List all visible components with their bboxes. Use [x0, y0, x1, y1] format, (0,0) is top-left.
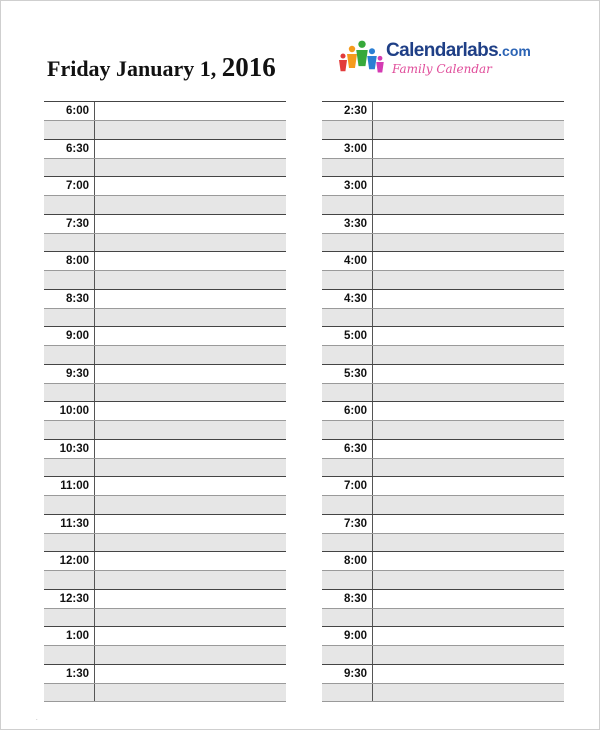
time-label-blank: [322, 609, 373, 627]
column-bottom-rule: [322, 701, 564, 702]
time-slot-subrow[interactable]: [44, 533, 286, 552]
time-slot-subrow[interactable]: [44, 645, 286, 664]
time-slot-row[interactable]: [322, 664, 564, 683]
person-head-shape: [349, 46, 355, 52]
time-slot-subrow[interactable]: [44, 345, 286, 364]
note-field[interactable]: [95, 627, 286, 645]
time-slot-row[interactable]: [44, 101, 286, 120]
time-label-blank: [44, 421, 95, 439]
time-label: 3:30: [322, 215, 373, 233]
time-slot-row[interactable]: [322, 176, 564, 195]
note-field[interactable]: [95, 290, 286, 308]
person-head-shape: [358, 41, 365, 48]
time-label: 8:30: [44, 290, 95, 308]
note-field[interactable]: [95, 196, 286, 214]
note-field[interactable]: [95, 571, 286, 589]
time-slot-subrow[interactable]: [44, 570, 286, 589]
note-field[interactable]: [373, 215, 564, 233]
note-field[interactable]: [373, 440, 564, 458]
note-field[interactable]: [373, 646, 564, 664]
time-slot-subrow[interactable]: [322, 345, 564, 364]
time-label-blank: [322, 196, 373, 214]
time-slot-row[interactable]: [322, 626, 564, 645]
time-slot-subrow[interactable]: [44, 420, 286, 439]
time-label: 11:00: [44, 477, 95, 495]
time-slot-subrow[interactable]: [322, 233, 564, 252]
time-slot-subrow[interactable]: [44, 120, 286, 139]
note-field[interactable]: [95, 515, 286, 533]
note-field[interactable]: [373, 327, 564, 345]
time-label-blank: [44, 534, 95, 552]
time-label: 4:30: [322, 290, 373, 308]
note-field[interactable]: [95, 102, 286, 120]
time-label-blank: [322, 384, 373, 402]
time-slot-row[interactable]: [322, 589, 564, 608]
time-slot-row[interactable]: [44, 476, 286, 495]
time-slot-row[interactable]: [322, 101, 564, 120]
time-label-blank: [44, 684, 95, 702]
time-label-blank: [44, 271, 95, 289]
note-field[interactable]: [373, 271, 564, 289]
time-slot-subrow[interactable]: [44, 308, 286, 327]
note-field[interactable]: [373, 177, 564, 195]
note-field[interactable]: [373, 159, 564, 177]
time-slot-subrow[interactable]: [322, 683, 564, 702]
time-label: 5:00: [322, 327, 373, 345]
note-field[interactable]: [373, 346, 564, 364]
logo-brand: [386, 41, 531, 60]
title-date: Friday January 1,: [47, 56, 222, 81]
note-field[interactable]: [95, 121, 286, 139]
note-field[interactable]: [95, 459, 286, 477]
note-field[interactable]: [373, 496, 564, 514]
time-label-blank: [322, 459, 373, 477]
note-field[interactable]: [373, 421, 564, 439]
note-field[interactable]: [373, 102, 564, 120]
time-label-blank: [44, 121, 95, 139]
note-field[interactable]: [373, 459, 564, 477]
footer-mark: .: [36, 716, 38, 722]
time-label: 7:30: [322, 515, 373, 533]
note-field[interactable]: [95, 646, 286, 664]
logo-tagline: Family Calendar: [392, 62, 492, 76]
time-label: 6:00: [322, 402, 373, 420]
time-slot-subrow[interactable]: [322, 270, 564, 289]
schedule-column-right: [322, 101, 564, 702]
time-slot-subrow[interactable]: [322, 420, 564, 439]
time-label-blank: [44, 159, 95, 177]
time-slot-subrow[interactable]: [44, 608, 286, 627]
title-year: 2016: [221, 52, 276, 82]
time-slot-subrow[interactable]: [44, 270, 286, 289]
time-slot-subrow[interactable]: [44, 383, 286, 402]
time-slot-row[interactable]: [44, 626, 286, 645]
time-slot-subrow[interactable]: [322, 308, 564, 327]
time-slot-row[interactable]: [322, 326, 564, 345]
family-people-icon: [338, 40, 384, 80]
time-label: 12:00: [44, 552, 95, 570]
column-bottom-rule: [44, 701, 286, 702]
time-label: 3:00: [322, 140, 373, 158]
time-label: 6:30: [322, 440, 373, 458]
time-slot-row[interactable]: [44, 401, 286, 420]
note-field[interactable]: [95, 252, 286, 270]
note-field[interactable]: [373, 121, 564, 139]
time-slot-row[interactable]: [44, 439, 286, 458]
time-label-blank: [322, 646, 373, 664]
time-slot-subrow[interactable]: [322, 495, 564, 514]
time-label: 3:00: [322, 177, 373, 195]
note-field[interactable]: [373, 477, 564, 495]
note-field[interactable]: [373, 590, 564, 608]
note-field[interactable]: [373, 384, 564, 402]
time-slot-subrow[interactable]: [322, 158, 564, 177]
time-label: 8:00: [44, 252, 95, 270]
time-slot-subrow[interactable]: [322, 533, 564, 552]
time-slot-row[interactable]: [322, 476, 564, 495]
person-body-shape: [376, 62, 384, 73]
note-field[interactable]: [95, 309, 286, 327]
note-field[interactable]: [95, 534, 286, 552]
time-slot-subrow[interactable]: [44, 458, 286, 477]
time-label: 7:00: [44, 177, 95, 195]
note-field[interactable]: [95, 477, 286, 495]
time-slot-row[interactable]: [322, 514, 564, 533]
time-label: 6:30: [44, 140, 95, 158]
time-label-blank: [44, 459, 95, 477]
note-field[interactable]: [373, 402, 564, 420]
note-field[interactable]: [373, 552, 564, 570]
note-field[interactable]: [95, 140, 286, 158]
note-field[interactable]: [95, 177, 286, 195]
time-slot-row[interactable]: [44, 514, 286, 533]
time-slot-subrow[interactable]: [322, 383, 564, 402]
time-label-blank: [322, 159, 373, 177]
time-label-blank: [44, 309, 95, 327]
time-slot-row[interactable]: [44, 251, 286, 270]
time-slot-subrow[interactable]: [44, 495, 286, 514]
time-slot-row[interactable]: [44, 176, 286, 195]
note-field[interactable]: [373, 196, 564, 214]
note-field[interactable]: [373, 665, 564, 683]
time-label-blank: [322, 271, 373, 289]
time-label-blank: [322, 346, 373, 364]
time-slot-row[interactable]: [44, 551, 286, 570]
time-slot-row[interactable]: [44, 326, 286, 345]
note-field[interactable]: [95, 215, 286, 233]
time-label-blank: [44, 496, 95, 514]
time-label: 10:30: [44, 440, 95, 458]
time-label: 7:00: [322, 477, 373, 495]
person-head-shape: [369, 48, 375, 54]
note-field[interactable]: [95, 327, 286, 345]
time-slot-row[interactable]: [44, 664, 286, 683]
time-slot-subrow[interactable]: [322, 195, 564, 214]
time-label: 5:30: [322, 365, 373, 383]
note-field[interactable]: [373, 140, 564, 158]
note-field[interactable]: [95, 234, 286, 252]
time-slot-row[interactable]: [322, 364, 564, 383]
note-field[interactable]: [373, 627, 564, 645]
person-body-shape: [356, 50, 368, 66]
time-slot-row[interactable]: [44, 289, 286, 308]
time-label: 6:00: [44, 102, 95, 120]
time-label-blank: [44, 609, 95, 627]
note-field[interactable]: [373, 290, 564, 308]
time-slot-row[interactable]: [322, 139, 564, 158]
person-body-shape: [367, 56, 377, 69]
time-slot-row[interactable]: [44, 589, 286, 608]
time-label: 2:30: [322, 102, 373, 120]
time-slot-subrow[interactable]: [322, 645, 564, 664]
time-label-blank: [322, 121, 373, 139]
time-label-blank: [322, 421, 373, 439]
time-label-blank: [44, 384, 95, 402]
time-slot-subrow[interactable]: [44, 683, 286, 702]
time-slot-subrow[interactable]: [322, 570, 564, 589]
time-slot-row[interactable]: [44, 214, 286, 233]
time-slot-row[interactable]: [322, 251, 564, 270]
note-field[interactable]: [95, 271, 286, 289]
time-label: 10:00: [44, 402, 95, 420]
note-field[interactable]: [95, 365, 286, 383]
person-body-shape: [339, 60, 347, 71]
note-field[interactable]: [95, 384, 286, 402]
time-slot-row[interactable]: [44, 364, 286, 383]
time-slot-row[interactable]: [322, 401, 564, 420]
note-field[interactable]: [95, 590, 286, 608]
time-label-blank: [44, 646, 95, 664]
time-slot-row[interactable]: [322, 439, 564, 458]
note-field[interactable]: [95, 552, 286, 570]
time-label: 9:00: [44, 327, 95, 345]
time-label: 11:30: [44, 515, 95, 533]
time-slot-row[interactable]: [322, 214, 564, 233]
time-label-blank: [322, 571, 373, 589]
calendarlabs-logo[interactable]: [338, 40, 538, 84]
note-field[interactable]: [373, 609, 564, 627]
note-field[interactable]: [95, 609, 286, 627]
time-label: 12:30: [44, 590, 95, 608]
note-field[interactable]: [95, 496, 286, 514]
time-slot-subrow[interactable]: [44, 158, 286, 177]
person-head-shape: [340, 53, 345, 58]
time-slot-row[interactable]: [322, 551, 564, 570]
time-label-blank: [322, 309, 373, 327]
person-head-shape: [378, 56, 383, 61]
time-slot-subrow[interactable]: [322, 120, 564, 139]
note-field[interactable]: [373, 365, 564, 383]
note-field[interactable]: [373, 571, 564, 589]
page-title: [47, 54, 276, 81]
logo-brand-name: Calendarlabs: [386, 40, 499, 61]
time-slot-subrow[interactable]: [44, 195, 286, 214]
person-body-shape: [347, 54, 357, 68]
time-label: 9:30: [322, 665, 373, 683]
note-field[interactable]: [95, 159, 286, 177]
note-field[interactable]: [95, 665, 286, 683]
time-label-blank: [44, 571, 95, 589]
time-label-blank: [322, 534, 373, 552]
note-field[interactable]: [373, 515, 564, 533]
time-label: 1:30: [44, 665, 95, 683]
note-field[interactable]: [373, 309, 564, 327]
time-slot-row[interactable]: [322, 289, 564, 308]
time-label-blank: [322, 234, 373, 252]
note-field[interactable]: [373, 252, 564, 270]
note-field[interactable]: [373, 234, 564, 252]
time-label-blank: [322, 684, 373, 702]
note-field[interactable]: [373, 534, 564, 552]
note-field[interactable]: [95, 402, 286, 420]
time-label: 9:00: [322, 627, 373, 645]
time-label-blank: [44, 196, 95, 214]
time-label: 7:30: [44, 215, 95, 233]
time-label-blank: [44, 346, 95, 364]
schedule-column-left: [44, 101, 286, 702]
time-label-blank: [322, 496, 373, 514]
time-label: 4:00: [322, 252, 373, 270]
time-slot-row[interactable]: [44, 139, 286, 158]
time-label: 9:30: [44, 365, 95, 383]
time-slot-subrow[interactable]: [322, 458, 564, 477]
time-label: 8:30: [322, 590, 373, 608]
note-field[interactable]: [95, 440, 286, 458]
note-field[interactable]: [373, 684, 564, 702]
logo-brand-suffix: .com: [498, 43, 531, 59]
time-label: 1:00: [44, 627, 95, 645]
time-label-blank: [44, 234, 95, 252]
note-field[interactable]: [95, 684, 286, 702]
time-label: 8:00: [322, 552, 373, 570]
note-field[interactable]: [95, 346, 286, 364]
time-slot-subrow[interactable]: [322, 608, 564, 627]
time-slot-subrow[interactable]: [44, 233, 286, 252]
note-field[interactable]: [95, 421, 286, 439]
